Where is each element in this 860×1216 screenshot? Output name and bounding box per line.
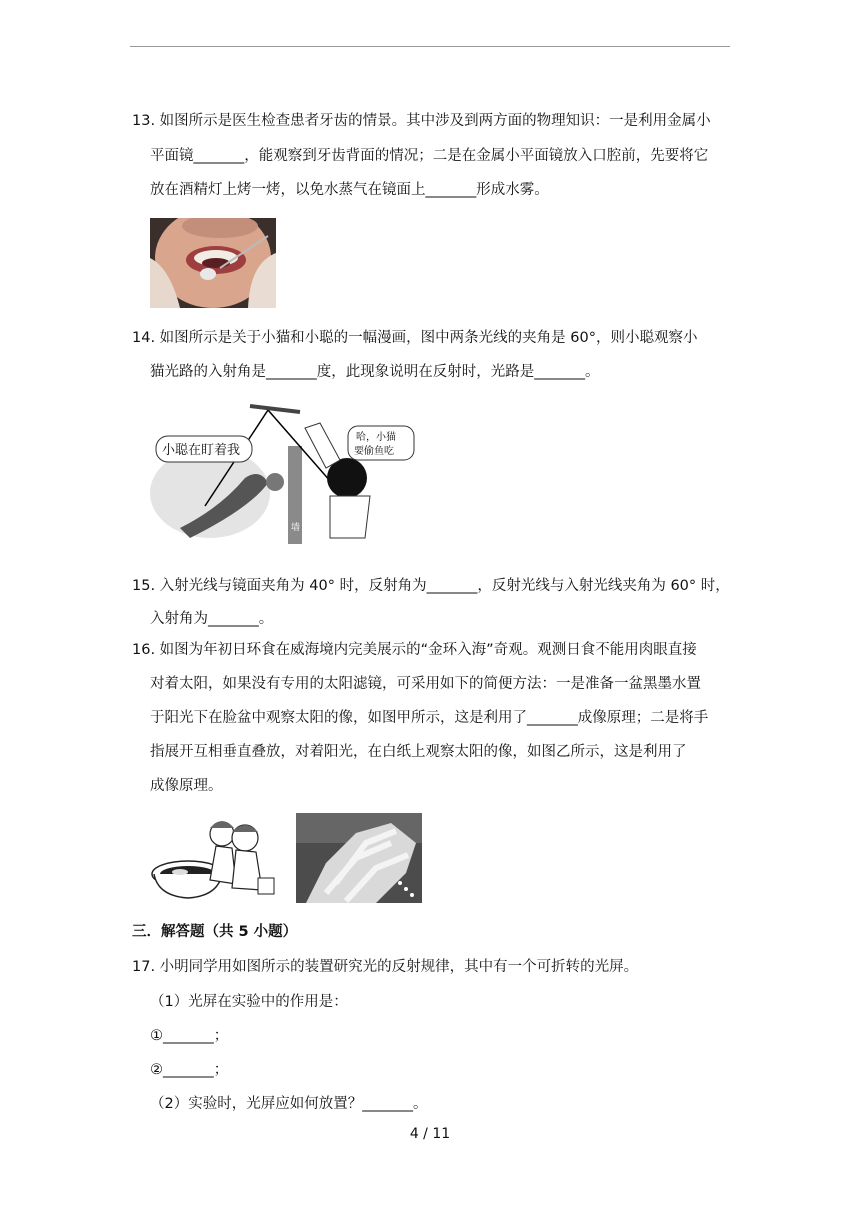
bubble-right-text-1: 哈，小猫 (356, 432, 396, 443)
q13-line-2: 平面镜_______，能观察到牙齿背面的情况；二是在金属小平面镜放入口腔前，先要将它 (150, 148, 709, 164)
section-title: 三．解答题（共 5 小题） (132, 924, 298, 940)
q16-line-4: 指展开互相垂直叠放，对着阳光，在白纸上观察太阳的像，如图乙所示，这是利用了 (150, 744, 687, 760)
bubble-left-text: 小聪在盯着我 (162, 443, 241, 458)
page-number: 4 / 11 (409, 1126, 451, 1142)
q16-line-2: 对着太阳，如果没有专用的太阳滤镜，可采用如下的简便方法：一是准备一盆黑墨水置 (150, 676, 701, 692)
hands-shadow-photo (296, 813, 422, 903)
q16-line-3: 于阳光下在脸盆中观察太阳的像，如图甲所示，这是利用了_______成像原理；二是将手 (150, 710, 709, 726)
header-rule (130, 46, 730, 47)
basin-children-figure (150, 810, 276, 902)
q17-line-1: 17. 小明同学用如图所示的装置研究光的反射规律，其中有一个可折转的光屏。 (132, 959, 639, 975)
cat-cartoon (150, 398, 420, 548)
q13-line-1: 13. 如图所示是医生检查患者牙齿的情景。其中涉及到两方面的物理知识：一是利用金属小 (132, 113, 711, 129)
q14-line-2: 猫光路的入射角是_______度，此现象说明在反射时，光路是_______。 (150, 364, 600, 380)
q17-line-3: ①_______； (150, 1028, 229, 1044)
q17-line-2: （1）光屏在实验中的作用是： (150, 994, 348, 1010)
q15-line-1: 15. 入射光线与镜面夹角为 40° 时，反射角为_______，反射光线与入射光线夹角为 60° 时， (132, 578, 730, 594)
q13-line-3: 放在酒精灯上烤一烤，以免水蒸气在镜面上_______形成水雾。 (150, 182, 549, 198)
q15-line-2: 入射角为_______。 (150, 611, 274, 627)
q16-line-1: 16. 如图为年初日环食在威海境内完美展示的“金环入海”奇观。观测日食不能用肉眼直接 (132, 642, 697, 658)
q16-line-5: 成像原理。 (150, 778, 223, 794)
dentist-photo (150, 218, 276, 308)
q17-line-4: ②_______； (150, 1062, 229, 1078)
q14-line-1: 14. 如图所示是关于小猫和小聪的一幅漫画，图中两条光线的夹角是 60°，则小聪观察小 (132, 330, 698, 346)
wall-label: 墙 (291, 523, 301, 533)
bubble-right-text-2: 要偷鱼吃 (354, 446, 394, 457)
q17-line-5: （2）实验时，光屏应如何放置？_______。 (150, 1096, 428, 1112)
